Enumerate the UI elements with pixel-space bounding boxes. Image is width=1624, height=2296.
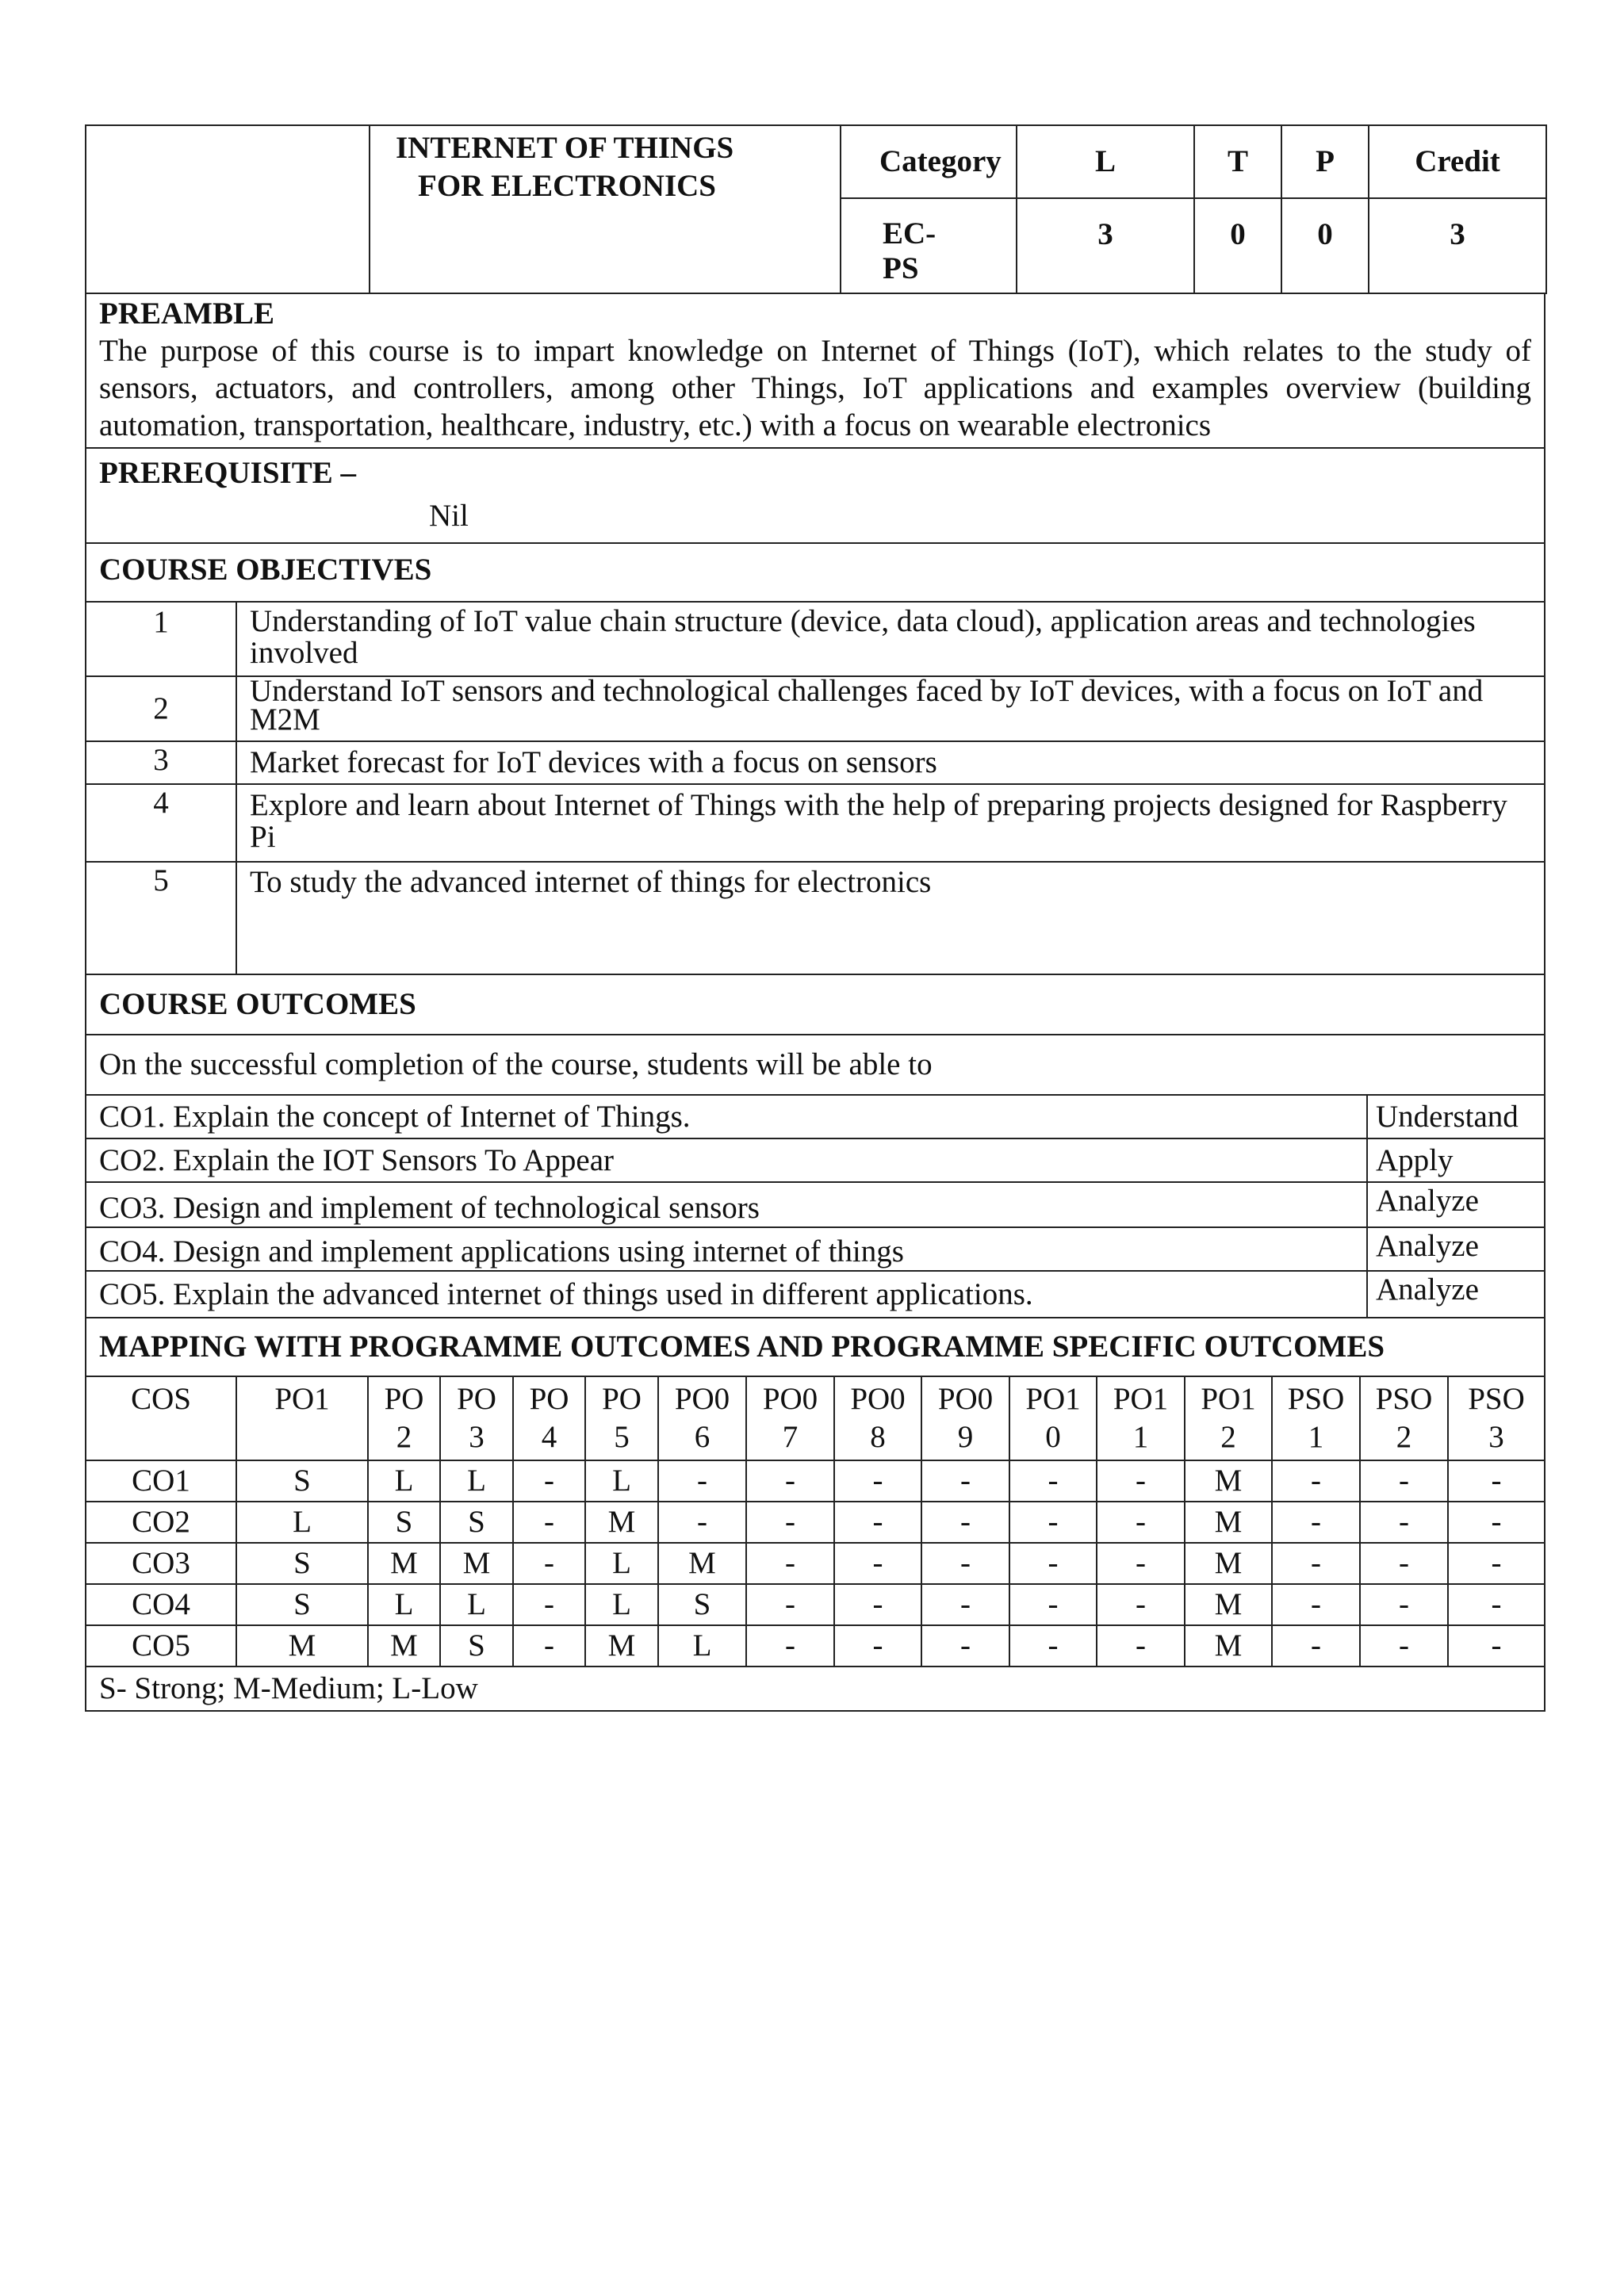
t-value: 0 [1194,198,1281,293]
mapping-col-header-7 [746,1376,834,1460]
mapping-col-header-line2: 2 [1220,1420,1236,1454]
mapping-cell: - [1009,1584,1097,1625]
category-header: Category [841,125,1017,198]
mapping-row-label: CO5 [86,1625,236,1667]
mapping-cell: L [440,1584,513,1625]
mapping-cell: S [658,1584,746,1625]
mapping-cell: - [746,1460,834,1502]
mapping-col-header-line1: PO1 [1113,1382,1169,1416]
mapping-cell: - [834,1584,921,1625]
objective-num-4: 4 [86,784,236,862]
mapping-cell: - [834,1460,921,1502]
mapping-cell: - [1009,1543,1097,1584]
prerequisite-value: Nil [429,499,469,533]
mapping-col-header-line1: PO1 [274,1382,330,1416]
mapping-cell: - [1097,1625,1185,1667]
mapping-col-header-2 [368,1376,440,1460]
preamble-section [86,293,1545,448]
mapping-cell: - [1009,1502,1097,1543]
outcome-level-2: Apply [1367,1138,1545,1182]
mapping-cell: - [834,1543,921,1584]
syllabus-page [85,124,1545,1712]
outcomes-table [85,974,1545,1377]
outcomes-intro: On the successful completion of the course, students will be able to [86,1035,1545,1095]
objective-text-3: Market forecast for IoT devices with a focus on sensors [236,741,1545,784]
outcomes-heading: COURSE OUTCOMES [86,974,1545,1035]
objective-num-5: 5 [86,862,236,974]
mapping-cell: L [440,1460,513,1502]
mapping-cell: S [236,1584,368,1625]
mapping-col-header-13 [1272,1376,1360,1460]
outcome-level-5: Analyze [1367,1271,1545,1318]
mapping-col-header-line2: 2 [396,1420,412,1454]
mapping-cell: - [513,1625,585,1667]
mapping-row-label: CO4 [86,1584,236,1625]
category-value [841,198,1017,293]
mapping-col-header-4 [513,1376,585,1460]
mapping-col-header-0 [86,1376,236,1460]
mapping-table [85,1376,1545,1712]
mapping-cell: - [921,1584,1009,1625]
mapping-cell: M [658,1543,746,1584]
mapping-cell: - [834,1502,921,1543]
mapping-col-header-11 [1097,1376,1185,1460]
mapping-cell: - [1272,1625,1360,1667]
mapping-cell: L [658,1625,746,1667]
objective-text-1: Understanding of IoT value chain structure (device, data cloud), application areas and technologies involved [236,602,1545,676]
mapping-col-header-9 [921,1376,1009,1460]
mapping-cell: - [1272,1460,1360,1502]
mapping-heading: MAPPING WITH PROGRAMME OUTCOMES AND PROGRAMME SPECIFIC OUTCOMES [86,1318,1545,1376]
mapping-row-label: CO2 [86,1502,236,1543]
outcome-text-1: CO1. Explain the concept of Internet of Things. [86,1095,1367,1138]
mapping-cell: - [921,1460,1009,1502]
course-title-line1: INTERNET OF THINGS [396,131,734,165]
mapping-col-header-10 [1009,1376,1097,1460]
mapping-cell: - [1097,1584,1185,1625]
p-header: P [1281,125,1369,198]
mapping-cell: - [746,1625,834,1667]
mapping-col-header-15 [1448,1376,1545,1460]
course-title [370,125,841,293]
category-value-line1: EC- [883,216,936,251]
mapping-row-label: CO1 [86,1460,236,1502]
mapping-cell: L [368,1460,440,1502]
mapping-col-header-line1: PO [529,1382,569,1416]
mapping-cell: - [1448,1502,1545,1543]
mapping-col-header-line1: PO0 [937,1382,994,1416]
mapping-col-header-3 [440,1376,513,1460]
mapping-col-header-line2: 3 [1488,1420,1504,1454]
mapping-col-header-1 [236,1376,368,1460]
mapping-col-header-line1: PSO [1468,1382,1525,1416]
mapping-cell: S [236,1543,368,1584]
mapping-cell: - [1272,1502,1360,1543]
mapping-cell: M [1185,1460,1272,1502]
mapping-cell: M [1185,1584,1272,1625]
mapping-cell: - [1360,1543,1448,1584]
mapping-cell: - [513,1502,585,1543]
credit-header: Credit [1369,125,1546,198]
objective-text-4: Explore and learn about Internet of Things with the help of preparing projects designed for Raspberry Pi [236,784,1545,862]
mapping-col-header-line1: PO1 [1201,1382,1256,1416]
mapping-col-header-line2: 7 [782,1420,799,1454]
mapping-row [86,1625,1545,1667]
outcome-text-5: CO5. Explain the advanced internet of things used in different applications. [86,1271,1367,1318]
mapping-row [86,1460,1545,1502]
mapping-col-header-line1: PO [384,1382,424,1416]
mapping-header-row [86,1376,1545,1460]
mapping-col-header-line1: COS [131,1382,191,1416]
mapping-col-header-line2: 3 [469,1420,485,1454]
objective-num-1: 1 [86,602,236,676]
mapping-cell: - [1272,1584,1360,1625]
category-value-line2: PS [883,251,919,285]
p-value: 0 [1281,198,1369,293]
mapping-cell: - [1360,1584,1448,1625]
mapping-cell: S [440,1502,513,1543]
mapping-col-header-6 [658,1376,746,1460]
mapping-cell: - [746,1543,834,1584]
preamble-table [85,293,1545,603]
logo-cell [86,125,370,293]
mapping-cell: - [921,1502,1009,1543]
mapping-cell: - [834,1625,921,1667]
mapping-cell: - [1360,1502,1448,1543]
mapping-cell: M [368,1625,440,1667]
mapping-cell: S [236,1460,368,1502]
prerequisite-section [86,448,1545,543]
mapping-col-header-line1: PO0 [762,1382,818,1416]
mapping-cell: - [1448,1584,1545,1625]
preamble-heading: PREAMBLE [99,297,275,331]
mapping-col-header-line2: 2 [1396,1420,1412,1454]
mapping-cell: - [1272,1543,1360,1584]
mapping-cell: M [585,1625,658,1667]
mapping-col-header-line2: 1 [1308,1420,1324,1454]
objective-text-2: Understand IoT sensors and technological challenges faced by IoT devices, with a focus on IoT and M2M [236,676,1545,741]
objectives-heading: COURSE OBJECTIVES [86,543,1545,602]
mapping-legend: S- Strong; M-Medium; L-Low [86,1667,1545,1711]
mapping-col-header-line1: PSO [1375,1382,1433,1416]
mapping-cell: - [1448,1543,1545,1584]
outcome-level-3: Analyze [1367,1182,1545,1227]
mapping-cell: L [585,1584,658,1625]
l-value: 3 [1017,198,1194,293]
mapping-col-header-line2: 5 [614,1420,630,1454]
mapping-col-header-line1: PO [602,1382,642,1416]
mapping-cell: - [1009,1625,1097,1667]
mapping-cell: M [236,1625,368,1667]
mapping-col-header-line2: 6 [694,1420,710,1454]
mapping-cell: - [1448,1460,1545,1502]
mapping-cell: - [513,1460,585,1502]
mapping-cell: L [236,1502,368,1543]
mapping-col-header-8 [834,1376,921,1460]
mapping-col-header-5 [585,1376,658,1460]
mapping-cell: - [1360,1625,1448,1667]
mapping-cell: - [746,1584,834,1625]
outcome-level-4: Analyze [1367,1227,1545,1271]
mapping-col-header-14 [1360,1376,1448,1460]
course-title-line2: FOR ELECTRONICS [418,169,716,203]
outcome-text-2: CO2. Explain the IOT Sensors To Appear [86,1138,1367,1182]
credit-value: 3 [1369,198,1546,293]
mapping-cell: - [746,1502,834,1543]
mapping-col-header-line2: 8 [870,1420,886,1454]
mapping-col-header-line2: 9 [957,1420,974,1454]
mapping-cell: - [1097,1543,1185,1584]
mapping-cell: - [921,1543,1009,1584]
mapping-cell: M [368,1543,440,1584]
prerequisite-heading: PREREQUISITE – [99,456,356,490]
mapping-cell: - [1097,1460,1185,1502]
mapping-col-header-line2: 4 [541,1420,557,1454]
objective-num-3: 3 [86,741,236,784]
mapping-row-label: CO3 [86,1543,236,1584]
mapping-cell: S [368,1502,440,1543]
mapping-cell: M [1185,1502,1272,1543]
mapping-col-header-line1: PO1 [1025,1382,1081,1416]
mapping-cell: - [658,1460,746,1502]
t-header: T [1194,125,1281,198]
objective-text-5: To study the advanced internet of things for electronics [236,862,1545,974]
preamble-text: The purpose of this course is to impart knowledge on Internet of Things (IoT), which relates to the study of sensors, actuators, and controllers, among other Things, IoT applications and examples overview (building automation, transportation, healthcare, industry, etc.) with a focus on wearable electronics [99,334,1531,442]
outcome-level-1: Understand [1367,1095,1545,1138]
mapping-cell: L [585,1460,658,1502]
mapping-col-header-line1: PSO [1287,1382,1345,1416]
outcome-text-3: CO3. Design and implement of technological sensors [86,1182,1367,1227]
mapping-col-header-line2: 0 [1045,1420,1061,1454]
mapping-cell: - [921,1625,1009,1667]
mapping-cell: - [1009,1460,1097,1502]
mapping-cell: - [513,1543,585,1584]
mapping-col-header-12 [1185,1376,1272,1460]
mapping-cell: - [513,1584,585,1625]
mapping-col-header-line2: 1 [1132,1420,1149,1454]
mapping-cell: - [1097,1502,1185,1543]
mapping-col-header-line1: PO [457,1382,496,1416]
objective-num-2: 2 [86,676,236,741]
mapping-cell: M [1185,1543,1272,1584]
course-header-table [85,124,1547,294]
mapping-cell: M [585,1502,658,1543]
mapping-cell: M [440,1543,513,1584]
mapping-cell: - [1448,1625,1545,1667]
mapping-row [86,1584,1545,1625]
l-header: L [1017,125,1194,198]
mapping-col-header-line1: PO0 [674,1382,730,1416]
mapping-row [86,1502,1545,1543]
mapping-cell: L [368,1584,440,1625]
mapping-cell: M [1185,1625,1272,1667]
mapping-col-header-line1: PO0 [850,1382,906,1416]
mapping-row [86,1543,1545,1584]
objectives-table [85,601,1545,975]
outcome-text-4: CO4. Design and implement applications using internet of things [86,1227,1367,1271]
mapping-cell: S [440,1625,513,1667]
mapping-cell: L [585,1543,658,1584]
mapping-cell: - [1360,1460,1448,1502]
mapping-body [86,1460,1545,1667]
mapping-cell: - [658,1502,746,1543]
